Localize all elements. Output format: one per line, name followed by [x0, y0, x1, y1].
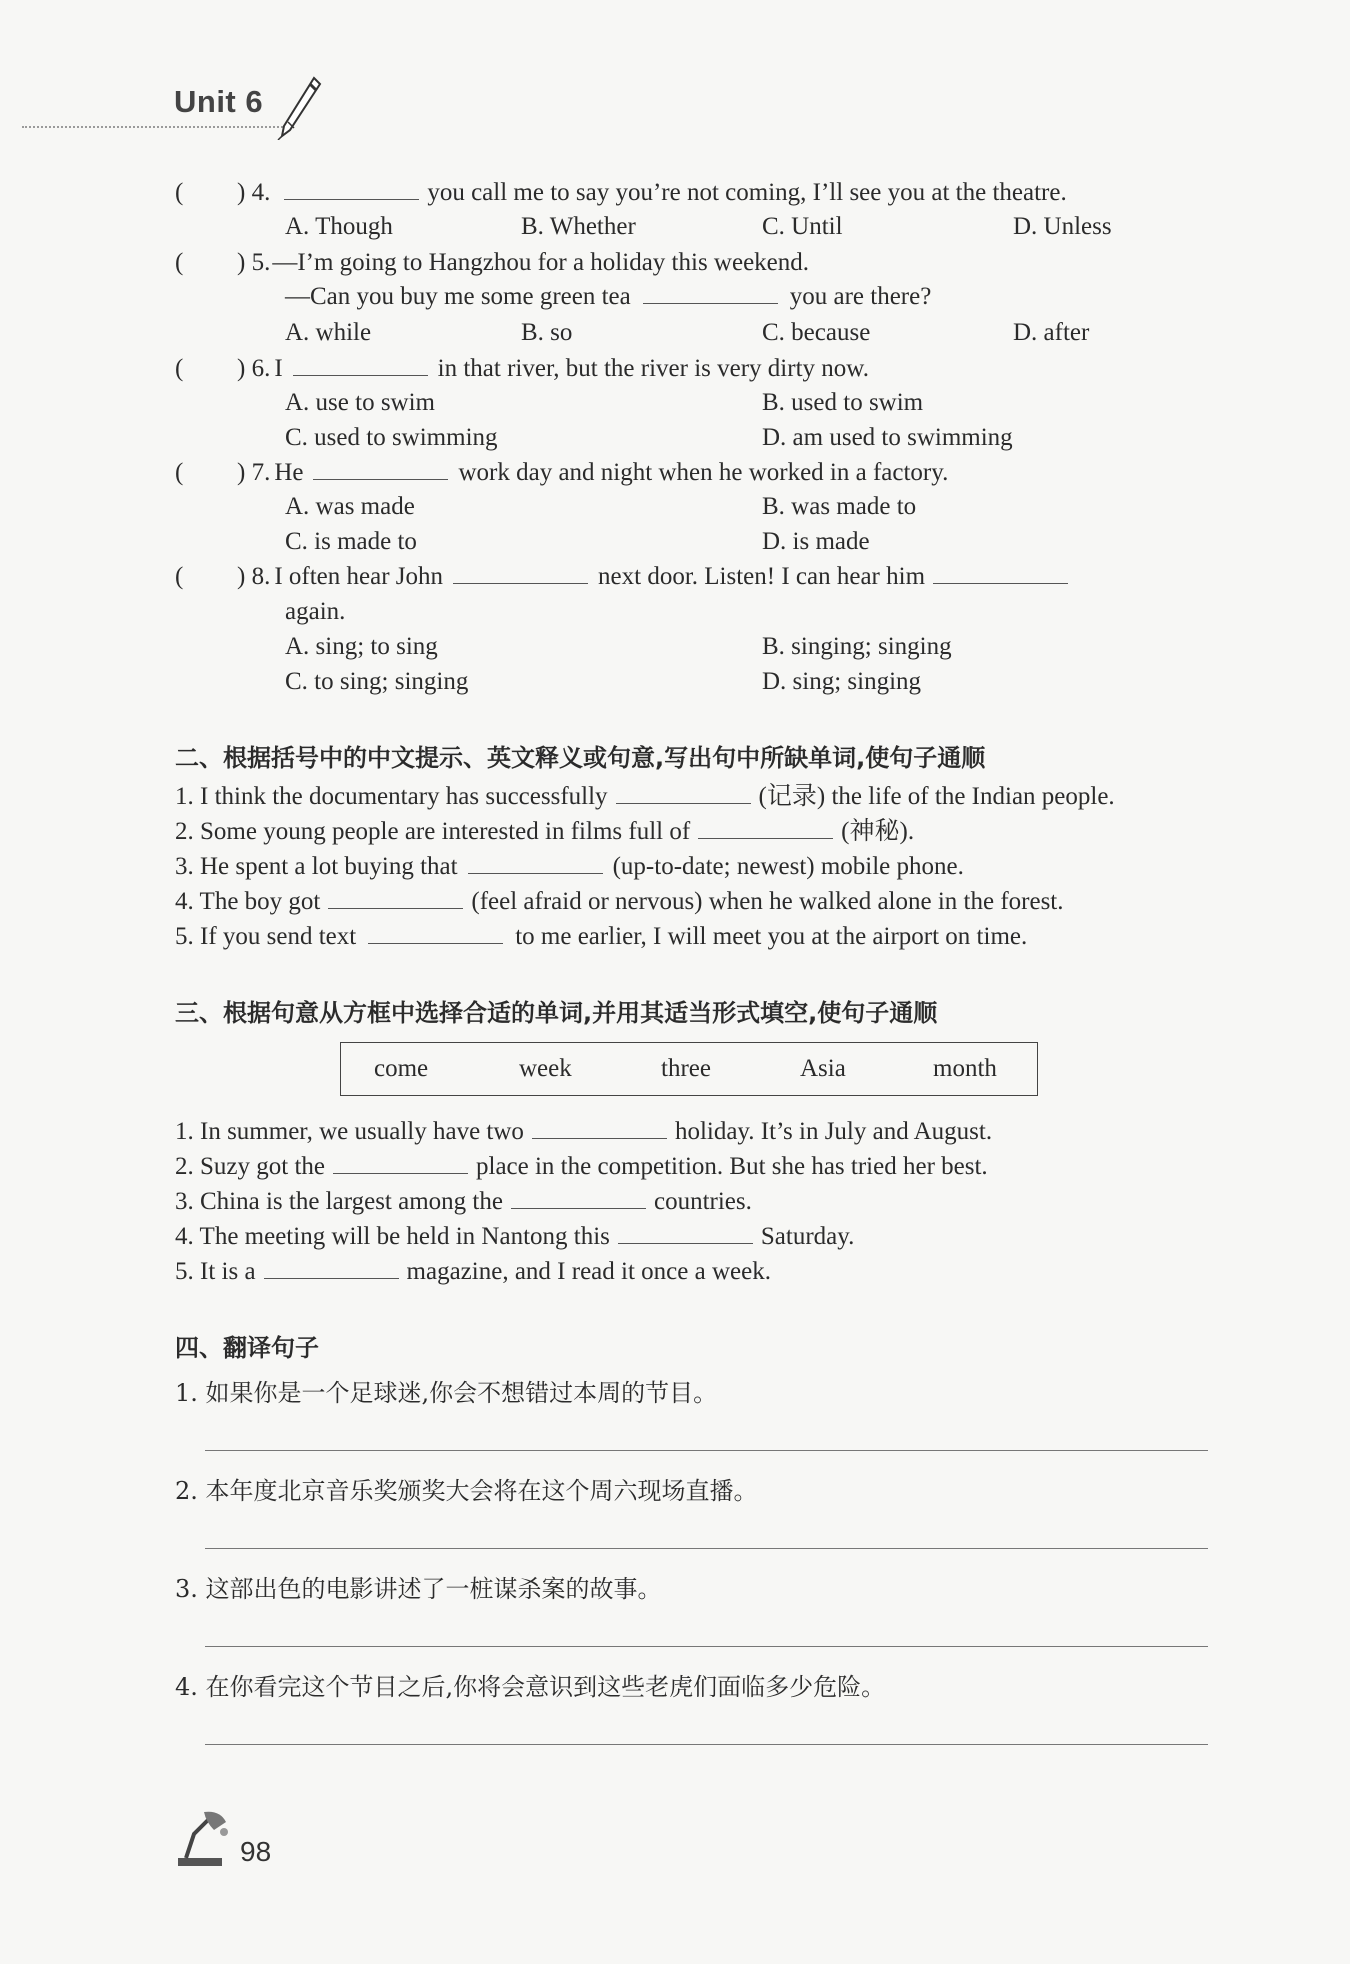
mc-question-8-line2: again. [285, 598, 346, 625]
translate-item: 2. 本年度北京音乐奖颁奖大会将在这个周六现场直播。 [175, 1477, 758, 1505]
fill-item: 4. The meeting will be held in Nantong this Saturday. [175, 1223, 855, 1250]
answer-blank[interactable] [933, 561, 1068, 584]
answer-paren[interactable]: ( [175, 563, 184, 590]
mc-question-5-line2: —Can you buy me some green tea you are there? [285, 283, 932, 310]
answer-blank[interactable] [284, 177, 419, 200]
option-d: D. Unless [1013, 213, 1112, 240]
word-option: three [661, 1055, 711, 1082]
mc-question-5: ( ) 5.—I’m going to Hangzhou for a holiday this weekend. [175, 246, 1230, 280]
fill-item: 5. If you send text to me earlier, I will meet you at the airport on time. [175, 923, 1028, 950]
option-d: D. after [1013, 319, 1090, 346]
answer-blank[interactable] [616, 781, 751, 804]
fill-item: 3. China is the largest among the countries. [175, 1188, 752, 1215]
translate-item: 3. 这部出色的电影讲述了一桩谋杀案的故事。 [175, 1575, 662, 1603]
answer-blank[interactable] [313, 457, 448, 480]
section-2-heading: 二、根据括号中的中文提示、英文释义或句意,写出句中所缺单词,使句子通顺 [175, 744, 986, 772]
option-c: C. because [762, 319, 871, 346]
translate-item: 1. 如果你是一个足球迷,你会不想错过本周的节目。 [175, 1379, 718, 1407]
fill-item: 4. The boy got (feel afraid or nervous) when he walked alone in the forest. [175, 888, 1064, 915]
option-a: A. sing; to sing [285, 633, 438, 660]
answer-blank[interactable] [293, 353, 428, 376]
answer-blank[interactable] [468, 851, 603, 874]
answer-blank[interactable] [511, 1186, 646, 1209]
option-d: D. am used to swimming [762, 424, 1013, 451]
answer-blank[interactable] [618, 1221, 753, 1244]
fill-item: 1. In summer, we usually have two holiday. It’s in July and August. [175, 1118, 993, 1145]
answer-blank[interactable] [532, 1116, 667, 1139]
mc-question-8: ( ) 8. I often hear John next door. Listen! I can hear him [175, 560, 1230, 594]
option-b: B. was made to [762, 493, 917, 520]
page-number: 98 [240, 1836, 272, 1867]
option-a: A. use to swim [285, 389, 435, 416]
option-b: B. singing; singing [762, 633, 952, 660]
option-a: A. while [285, 319, 372, 346]
word-option: month [933, 1055, 997, 1082]
fill-item: 3. He spent a lot buying that (up-to-date; newest) mobile phone. [175, 853, 964, 880]
answer-blank[interactable] [698, 816, 833, 839]
option-b: B. Whether [521, 213, 636, 240]
word-option: come [374, 1055, 429, 1082]
answer-paren[interactable]: ( [175, 355, 184, 382]
translate-item: 4. 在你看完这个节目之后,你将会意识到这些老虎们面临多少危险。 [175, 1673, 886, 1701]
answer-paren[interactable]: ( [175, 179, 184, 206]
pen-icon [276, 74, 322, 140]
option-c: C. is made to [285, 528, 417, 555]
option-b: B. used to swim [762, 389, 924, 416]
option-c: C. used to swimming [285, 424, 498, 451]
mc-question-6: ( ) 6. I in that river, but the river is very dirty now. [175, 352, 1230, 386]
section-3-heading: 三、根据句意从方框中选择合适的单词,并用其适当形式填空,使句子通顺 [175, 999, 938, 1027]
section-4-heading: 四、翻译句子 [175, 1334, 319, 1362]
word-option: week [519, 1055, 572, 1082]
answer-line[interactable] [205, 1744, 1208, 1745]
option-a: A. was made [285, 493, 415, 520]
fill-item: 1. I think the documentary has successfully (记录) the life of the Indian people. [175, 783, 1115, 810]
option-c: C. to sing; singing [285, 668, 469, 695]
word-option: Asia [800, 1055, 846, 1082]
answer-blank[interactable] [453, 561, 588, 584]
option-b: B. so [521, 319, 573, 346]
answer-blank[interactable] [368, 921, 503, 944]
fill-item: 5. It is a magazine, and I read it once a week. [175, 1258, 771, 1285]
mc-question-4: ( ) 4. you call me to say you’re not coming, I’ll see you at the theatre. [175, 176, 1230, 210]
answer-blank[interactable] [643, 281, 778, 304]
option-d: D. sing; singing [762, 668, 922, 695]
option-a: A. Though [285, 213, 393, 240]
fill-item: 2. Suzy got the place in the competition. But she has tried her best. [175, 1153, 988, 1180]
answer-line[interactable] [205, 1646, 1208, 1647]
answer-blank[interactable] [264, 1256, 399, 1279]
option-c: C. Until [762, 213, 843, 240]
answer-paren[interactable]: ( [175, 249, 184, 276]
answer-paren[interactable]: ( [175, 459, 184, 486]
desk-lamp-icon [176, 1808, 234, 1868]
answer-line[interactable] [205, 1450, 1208, 1451]
answer-line[interactable] [205, 1548, 1208, 1549]
word-box [340, 1042, 1038, 1096]
header-rule [22, 126, 290, 128]
option-d: D. is made [762, 528, 870, 555]
fill-item: 2. Some young people are interested in films full of (神秘). [175, 818, 915, 845]
answer-blank[interactable] [333, 1151, 468, 1174]
answer-blank[interactable] [328, 886, 463, 909]
unit-title: Unit 6 [174, 84, 264, 119]
mc-question-7: ( ) 7. He work day and night when he worked in a factory. [175, 456, 1230, 490]
